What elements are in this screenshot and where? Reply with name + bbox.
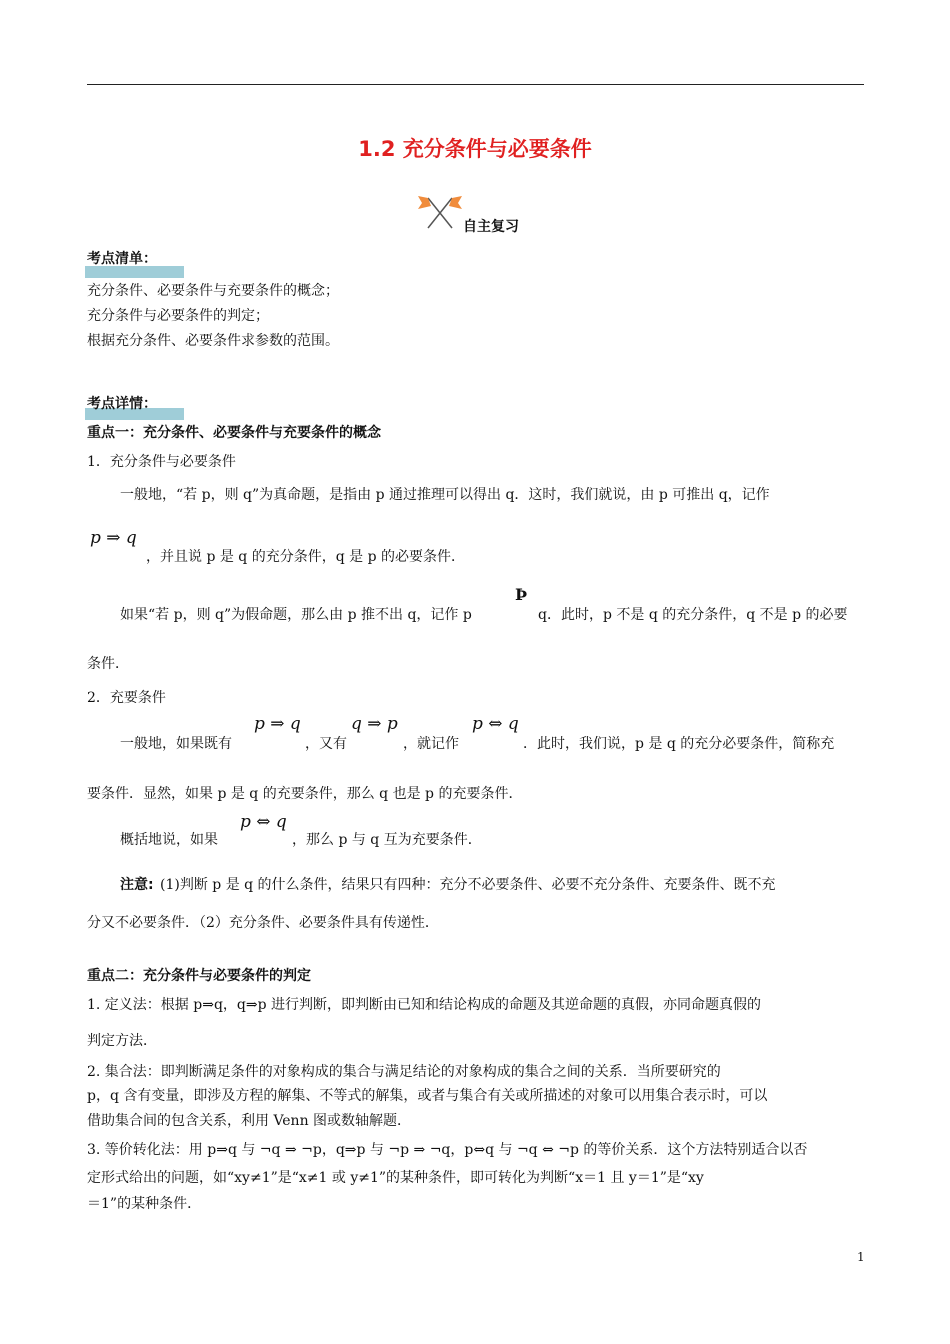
- paragraph: 判定方法．: [87, 1033, 157, 1049]
- paragraph: ，那么 p 与 q 互为充要条件．: [292, 832, 482, 848]
- paragraph: 如果“若 p，则 q”为假命题，那么由 p 推不出 q，记作 p: [120, 607, 472, 623]
- detail-tag: 考点详情：: [87, 396, 157, 412]
- paragraph: ，就记作: [403, 736, 459, 752]
- page-title: 1.2 充分条件与必要条件: [358, 137, 592, 161]
- paragraph: 概括地说，如果: [120, 832, 218, 848]
- paragraph: ＝1”的某种条件．: [87, 1196, 202, 1212]
- paragraph: 条件．: [87, 656, 129, 672]
- paragraph: 2. 集合法：即判断满足条件的对象构成的集合与满足结论的对象构成的集合之间的关系．当所要研究的: [87, 1064, 721, 1080]
- section-heading: 重点二：充分条件与必要条件的判定: [87, 968, 311, 984]
- list-item: 根据充分条件、必要条件求参数的范围。: [87, 333, 339, 349]
- header-rule: [87, 84, 864, 85]
- math-iff: p ⇔ q: [240, 812, 287, 832]
- math-iff: p ⇔ q: [472, 714, 519, 734]
- math-implies: q ⇒ p: [351, 714, 398, 734]
- paragraph: p，q 含有变量，即涉及方程的解集、不等式的解集，或者与集合有关或所描述的对象可以用集合表示时，可以: [87, 1088, 768, 1104]
- note-text: 分又不必要条件．（2）充分条件、必要条件具有传递性．: [87, 915, 439, 931]
- not-implies-symbol: Þ: [515, 585, 528, 604]
- paragraph: 3. 等价转化法：用 p⇒q 与 ¬q ⇒ ¬p，q⇒p 与 ¬p ⇒ ¬q，p⇔q 与 ¬q ⇔ ¬p 的等价关系．这个方法特别适合以否: [87, 1142, 808, 1158]
- page-number: 1: [857, 1250, 865, 1264]
- math-implies: p ⇒ q: [90, 528, 137, 548]
- note-text: (1)判断 p 是 q 的什么条件，结果只有四种：充分不必要条件、必要不充分条件、充要条件、既不充: [160, 877, 776, 893]
- paragraph: 借助集合间的包含关系，利用 Venn 图或数轴解题．: [87, 1113, 412, 1129]
- subsection-heading: 1．充分条件与必要条件: [87, 454, 236, 470]
- self-review-label: 自主复习: [463, 219, 519, 235]
- crossed-flags-icon: [416, 192, 464, 230]
- paragraph: ，并且说 p 是 q 的充分条件，q 是 p 的必要条件．: [146, 549, 465, 565]
- paragraph: ，又有: [305, 736, 347, 752]
- section-heading: 重点一：充分条件、必要条件与充要条件的概念: [87, 425, 381, 441]
- paragraph: ．此时，我们说，p 是 q 的充分必要条件，简称充: [523, 736, 835, 752]
- list-tag: 考点清单：: [87, 251, 157, 267]
- paragraph: 要条件．显然，如果 p 是 q 的充要条件，那么 q 也是 p 的充要条件．: [87, 786, 523, 802]
- list-item: 充分条件、必要条件与充要条件的概念；: [87, 283, 339, 299]
- list-item: 充分条件与必要条件的判定；: [87, 308, 269, 324]
- subsection-heading: 2．充要条件: [87, 690, 166, 706]
- paragraph: 定形式给出的问题，如“xy≠1”是“x≠1 或 y≠1”的某种条件，即可转化为判断“x＝1 且 y＝1”是“xy: [87, 1170, 704, 1186]
- note-label: 注意:: [120, 877, 154, 893]
- paragraph: 一般地，“若 p，则 q”为真命题，是指由 p 通过推理可以得出 q．这时，我们就说，由 p 可推出 q，记作: [120, 487, 770, 503]
- paragraph: 一般地，如果既有: [120, 736, 232, 752]
- math-implies: p ⇒ q: [254, 714, 301, 734]
- paragraph: q．此时，p 不是 q 的充分条件，q 不是 p 的必要: [538, 607, 848, 623]
- paragraph: 1. 定义法：根据 p⇒q，q⇒p 进行判断，即判断由已知和结论构成的命题及其逆命题的真假，亦同命题真假的: [87, 997, 762, 1013]
